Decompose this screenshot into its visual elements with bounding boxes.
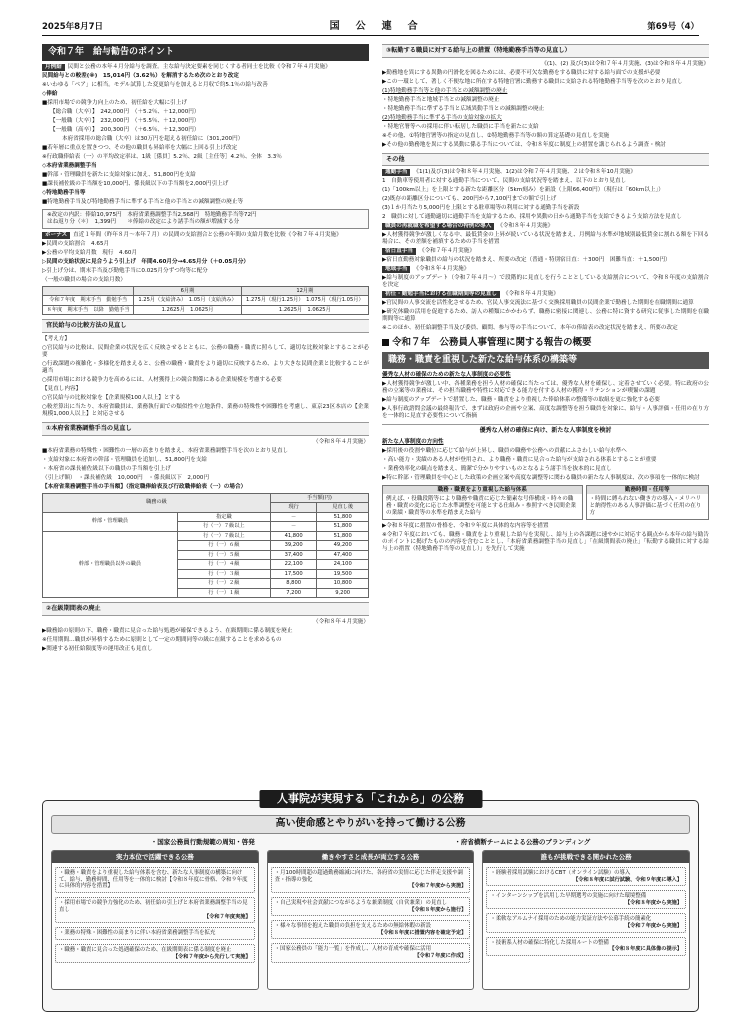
panel-column-workstyle: [267, 850, 475, 990]
hq-allowance-2: ■課長補佐級の手当額を10,000円、係長級以下の手当額を2,000円引上げ: [42, 181, 229, 188]
allowance-table: [42, 493, 369, 599]
transfer-e: ・特地勤務手当に準ずる手当と広域異動手当との減額調整の廃止: [382, 105, 545, 112]
transfer-a: ▶勤務地を異にする異動の円滑化を図るためには、必要不可欠な勤務をする職員に対する給与面での支援が必要: [382, 69, 661, 76]
list-item: [271, 867, 471, 893]
work-time-box-title: 勤務時間・任用等: [587, 486, 709, 495]
work-time-box-text: ・時間に縛られない働き方の導入・メリハリと納得性のある人事評価に基づく任用の在り方: [589, 496, 702, 517]
table-cell: 幹部・管理職員以外の職員: [43, 531, 178, 598]
panel-title: 人事院が実現する「これから」の公務: [259, 790, 482, 808]
starting-pay-3: 【一般職（高卒）】 200,300円 （＋6.5％、＋12,300円）: [50, 127, 200, 134]
direction-a: ▶採用後の役割や職位に応じて給与が上昇し、職員の職務や公務への貢献にふさわしい給与水準へ: [382, 447, 627, 454]
table-cell: 24,100: [317, 560, 369, 570]
item-text: ・様々な事情を抱えた職員の負担を支えるための無給休暇の新設: [274, 923, 432, 929]
monthly-pay-intro: [42, 64, 369, 71]
reemploy-intro: [382, 223, 709, 230]
list-item: [55, 944, 255, 963]
comparison-b: ○官民給与の比較は、民間企業の状況を広く反映させるとともに、公務の職務・職責に照らして、適切な比較対象とすることが必要: [42, 345, 369, 359]
item-text: ・技術系人材の確保に特化した採用ルートの整備: [490, 939, 609, 946]
commute-intro: [382, 169, 709, 176]
bonus-text: 直近１年間（昨年８月～本年７月）の民間の支給割合と公務の年間の支給月数を比較《令和７年４月実施》: [73, 231, 342, 238]
table-cell: 1.2625月 1.0625月: [134, 305, 241, 315]
bonus-intro: [42, 232, 369, 239]
list-item: [55, 867, 255, 893]
table-cell: 17,500: [270, 569, 316, 579]
panel-column-title: 実力本位で活躍できる公務: [52, 851, 258, 863]
allowance-table-header: 職務の級: [43, 493, 271, 512]
list-item: [486, 867, 686, 886]
commute-d: (3)１か月当たり5,000円を上限とする駐車場等の利用に対する通勤手当を新設: [382, 205, 580, 212]
item-when: 【令和８年度に措置内容を確定予定】: [378, 929, 467, 936]
item-text: ・採用市場での競争力強化のため、初任給の引上げと本府省業務調整手当の見直し: [59, 900, 248, 913]
list-item: [55, 897, 255, 923]
panel-column-title: 働きやすさと成長が両立する公務: [268, 851, 474, 863]
item-text: ・職務・職責をより重視した給与体系を含む、新たな人事制度の構築に向けて、給与、勤務時間、任用等を一体的に検討【令和８年度に骨格、令和９年度に具体的内容を措置】: [59, 869, 248, 890]
pay-system-box-text: 例えば、・役職段階等により職務や職責に応じた簡素な号俸構成・時々の職務・職責の変化に応じた水準調整を可能とする仕組み・参照すべき民間企業の業績・職責等の水準を踏まえた給与: [386, 496, 577, 517]
transfer-i: ▶その他の勤務地を異にする異動に係る手当については、令和８年度に制度上の措置を講じられるよう調査・検討: [382, 141, 666, 148]
bonus-table-header: 12月期: [241, 286, 368, 296]
report-heading-text: 令和７年 公務員人事管理に関する報告の概要: [392, 337, 592, 349]
table-cell: 37,400: [270, 550, 316, 560]
remote-allowance-heading: ◇特地勤務手当等: [42, 190, 86, 197]
table-cell: 令和７年度 期末手当 勤勉手当: [43, 296, 134, 306]
table-cell: 指定職: [177, 512, 270, 522]
table-cell: 1.275月（現行1.25月） 1.075月（現行1.05月）: [241, 296, 368, 306]
table-cell: 49,200: [317, 541, 369, 551]
table-cell: 行（一）６級: [177, 541, 270, 551]
reemploy-when: 《令和８年４月実施》: [497, 223, 554, 230]
panel-subtitle: 高い使命感とやりがいを持って働ける公務: [51, 815, 690, 834]
regional-when: 《令和８年４月実施》: [413, 266, 470, 273]
panel-subpoints: [51, 838, 690, 846]
header-paper-name: 国 公 連 合: [329, 20, 421, 32]
transfer-b: ▶この一環として、著しく不便な地に所在する特地官署に勤務する職員に支給される特地勤務手当等を次のとおり見直し: [382, 78, 683, 85]
item-when: 【令和８年度に具体像の提示】: [609, 946, 683, 953]
panel-subpoint-2: ・府省横断チームによる公務のブランディング: [454, 837, 591, 846]
starting-pay-note: 本府省採用の総合職（大卒）は30万円を超える初任給に（301,200円）: [62, 136, 244, 143]
table-cell: 47,400: [317, 550, 369, 560]
transfer-h: ※その他、①特地官署等の指定の見直し、②特地勤務手当等の額の算定基礎の見直しを実施: [382, 132, 610, 139]
bonus-table-caption: （一般の職員の場合の支給月数）: [42, 276, 126, 283]
grade-period-c: ▶関連する初任給限度等の運用改正も見直し: [42, 645, 153, 652]
tenure-c: ※このほか、初任給調整手当及び委員、顧問、参与等の手当について、本年の俸給表の改定状況を踏まえ、所要の改定: [382, 325, 678, 332]
transfer-f: (2)特地勤務手当に準ずる手当の支給対象の拡大: [382, 114, 502, 121]
transfer-c: (1)特地勤務手当等と他の手当との減額調整の廃止: [382, 87, 508, 94]
bonus-private: ▶民間の支給割合 4.65月: [42, 240, 110, 247]
item-when: 【令和８年度から実施】: [624, 899, 683, 906]
bonus-table-header: [43, 286, 134, 296]
need-b: ▶給与制度のアップデートで措置した、職務・職責をより重視した俸給体系の整備等の取組を更に強化する必要: [382, 397, 661, 404]
hq-review-c: ・本府省の課長補佐級以下の職員の手当額を引上げ: [42, 465, 171, 472]
bonus-tag: ボーナス: [42, 232, 70, 239]
salary-point: ■採用市場での競争力向上のため、初任給を大幅に引上げ: [42, 100, 187, 107]
allowance-table-header: 現行: [270, 503, 316, 513]
tenure-a: ▶官民間の人事交流を活性化させるため、官民人事交流法に基づく交換採用職員の民間企業で勤務した期間を在職期間に通算: [382, 300, 694, 307]
pay-system-box: [382, 485, 583, 521]
commute-tag: 通勤手当: [382, 169, 410, 176]
breakdown-box: [42, 209, 369, 229]
table-cell: 1.25月（支給済み） 1.05月（支給済み）: [134, 296, 241, 306]
hq-review-a: ■本府省業務の特殊性・困難性の一層の高まりを踏まえ、本府省業務調整手当を次のとおり見直し: [42, 447, 289, 454]
report-heading: [382, 337, 709, 349]
item-text: ・経験者採用試験におけるCBT（オンライン試験）の導入: [490, 869, 631, 876]
grade-period-when: （令和８年４月実施）: [313, 618, 369, 625]
table-row: [43, 305, 369, 315]
panel-column-merit: [51, 850, 259, 990]
table-cell: 行（一）７級以上: [177, 522, 270, 532]
square-bullet-icon: [382, 339, 389, 346]
grade-period-a: ▶職務給の原則の下、職務・職責に見合った給与処遇が確保できるよう、在級期間に係る制度を廃止: [42, 627, 293, 634]
commute-e: 2 職員に対して通勤適切に通勤手当を支給するため、採用や異動の日から通勤手当を支給できるよう支給方法を見直し: [382, 214, 682, 221]
starting-pay-2: 【一般職（大卒）】 232,000円 （＋5.5％、＋12,000円）: [50, 118, 200, 125]
comparison-a: 【考え方】: [42, 336, 70, 343]
header-issue: 第69号（4）: [647, 22, 699, 33]
list-item: [486, 890, 686, 909]
comparison-e: 【見直し内容】: [42, 386, 82, 393]
table-cell: 行（一）５級: [177, 550, 270, 560]
pay-system-box-title: 職務・職責をより重視した給与体系: [383, 486, 582, 495]
salary-point-2: ■若年層に重点を置きつつ、その他の職員も昇給率を大幅に上回る引上げ改定: [42, 145, 238, 152]
table-row: [43, 512, 369, 522]
commute-b: (1)「100km以上」を上限とする新たな距離区分（5km刻み）を新設（上限66,400円）（現行は「60km以上」）: [382, 187, 664, 194]
left-title: 令和７年 給与勧告のポイント: [42, 44, 369, 61]
table-cell: 7,200: [270, 588, 316, 598]
breakdown-line-1: ※改定の内訳：俸給10,975円 本府省業務調整手当2,568円 特地勤務手当等72円: [47, 212, 257, 218]
direction-d: ▶特に幹部・管理職員を中心とした政策の企画立案や高度な調整等に関わる職員の新たな人事制度は、次の事項を一体的に検討: [382, 474, 700, 481]
panel-column-open: [482, 850, 690, 990]
comparison-c: ○行政課題の複雑化・多様化を踏まえると、公務の職務・職責をより適切に反映するため、より大きな民間企業と比較することが適当: [42, 361, 369, 375]
table-cell: 10,800: [317, 579, 369, 589]
table-cell: 9,200: [317, 588, 369, 598]
item-when: 【令和８年度から施行】: [409, 906, 467, 913]
table-cell: 39,200: [270, 541, 316, 551]
left-column: [42, 44, 369, 792]
hq-review-when: （令和８年４月実施）: [313, 438, 369, 445]
other-heading: その他: [382, 153, 709, 167]
monthly-pay-tag: 月例給: [42, 64, 65, 71]
bonus-raise: ▷民間の支給状況に見合うよう引上げ 年間4.60月分→4.65月分（＋0.05月分）: [42, 258, 250, 265]
hq-review-heading: ①本府省業務調整手当の見直し: [42, 422, 369, 436]
list-item: [271, 943, 471, 962]
table-cell: 51,800: [317, 531, 369, 541]
tenure-when: 《令和８年４月実施》: [502, 291, 559, 298]
schedule-note: ※令和７年度においても、職務・職責をより重視した給与を実現し、給与上の各課題に速やかに対応する観点から本年の給与勧告のポイントに掲げたものの内容を含むこととし、「本府省業務調整手当の見直し」「在級期間表の廃止」「転勤する職員に対する給与上の措置（特地勤務手当等の見直し）」を先行して実施: [382, 532, 709, 553]
item-when: 【令和７年度から先行して実施】: [172, 953, 251, 960]
list-item: [486, 913, 686, 932]
grade-period-b: ※任用期間…職員が昇格するために原則として一定の期間同等の級に在級することを求めるもの: [42, 636, 282, 643]
item-when: 【令和８年度に試行試験、令和９年度に導入】: [573, 876, 683, 883]
reemploy-a: ▶人材獲得競争が激しくなる中、最低賃金の上昇が続いている状況を踏まえ、月例給与水準が地域別最低賃金に割れる額を下回る場合に、その差額を補填するための手当を措置: [382, 232, 709, 246]
item-when: 【令和７年度実施】: [203, 913, 251, 920]
tenure-b: ▶研究休職の活用を促進するため、訪人の種類にかかわらず、職務に密接に関連し、公務に特に資する研究に従事した期間を在職期間等に通算: [382, 309, 709, 323]
table-cell: 行（一）４級: [177, 560, 270, 570]
item-when: 【令和７年度に作成】: [414, 953, 467, 959]
gap-note: ※いわゆる「ベア」に相当。モデル試算した変更給与を加えると月収で約5.1％の給与改善: [42, 82, 268, 89]
item-text: ・業務の特殊・困難性の高まりに伴い本府省業務調整手当を拡充: [59, 930, 216, 936]
bonus-table-header: 6月期: [134, 286, 241, 296]
transfer-heading: ③転勤する職員に対する給与上の措置（特地勤務手当等の見直し）: [382, 44, 709, 58]
night-duty-a: ▶宿日直勤務対象職員の給与の状況を踏まえ、所要の改定（普通・特別宿日直：＋300円 困難当直：＋1,500円）: [382, 257, 671, 264]
list-item: [486, 937, 686, 956]
hq-allowance-1: ■幹部・管理職員を新たに支給対象に加え、51,800円を支給: [42, 172, 196, 179]
tenure-intro: [382, 291, 709, 298]
item-text: ・柔軟なアルムナイ採用のための能力実証方法や公募手続の簡素化: [490, 916, 652, 923]
allowance-table-header: 手当額(円): [270, 493, 368, 503]
table-cell: ８年度 期末手当 以降 勤勉手当: [43, 305, 134, 315]
direction-arrow-text: 優秀な人材の確保に向け、新たな人事制度を検討: [382, 424, 709, 435]
allowance-table-header: 見直し後: [317, 503, 369, 513]
grade-period-heading: ②在級期間表の廃止: [42, 602, 369, 616]
bonus-public: ▶公務の平均支給月数 現行 4.60月: [42, 249, 138, 256]
list-item: [55, 927, 255, 940]
comparison-f: ○官民給与の比較対象を【企業規模100人以上】とする: [42, 395, 181, 402]
night-duty-when: 《令和７年４月実施》: [418, 248, 475, 255]
table-cell: 41,800: [270, 531, 316, 541]
regional-a: ▶給与制度のアップデート（令和７年４月～）で段階的に見直しを行うこととしている支給割合について、令和８年度の支給割合を決定: [382, 275, 709, 289]
table-cell: －: [270, 512, 316, 522]
regional-tag: 地域手当: [382, 266, 410, 273]
future-public-service-panel: [42, 790, 699, 1012]
table-cell: 8,800: [270, 579, 316, 589]
hq-review-b: ・支給対象に本府省の幹部・管理職員を追加し、51,800円を支給: [42, 456, 208, 463]
table-cell: 22,100: [270, 560, 316, 570]
item-text: ・インターンシップを活用した早期選考の実施に向けた環境整備: [490, 893, 647, 899]
comparison-heading: 官民給与の比較方法の見直し: [42, 319, 369, 333]
item-when: 【令和７年度から実施】: [409, 883, 467, 890]
comparison-d: ○採用市場における競争力を高めるには、人材獲得上の競合関係にある企業規模を考慮する必要: [42, 377, 282, 384]
table-cell: 51,800: [317, 522, 369, 532]
night-duty-intro: [382, 248, 709, 255]
direction-c: ・業務効率化の観点を踏まえ、簡潔で分かりやすいものとなるよう諸手当を抜本的に見直し: [382, 465, 612, 472]
table-cell: 51,800: [317, 512, 369, 522]
need-a: ▶人材獲得競争が激しい中、各種業務を担う人材の確保に当たっては、優秀な人材を確保し、定着させていく必要。特に政府の公務の立案等の業務は、その担当職務や特性に対応できる能力を付する人材の獲得・リテンションが喫緊の課題: [382, 381, 709, 395]
commute-c: (2)既存の距離区分についても、200円から7,100円までの額で引上げ: [382, 196, 557, 203]
panel-frame: [42, 800, 699, 1012]
item-text: ・月100時間超の超過勤務縮減に向けた、各府省の実情に応じた伴走支援や調査・指導の強化: [274, 869, 463, 883]
table-cell: 1.2625月 1.0625月: [241, 305, 368, 315]
breakdown-line-2: はね返り分（＊） 1,399円 ＊俸給の改定により諸手当の額が増減する分: [47, 218, 240, 225]
regional-intro: [382, 266, 709, 273]
schedule-text: ▶令和８年度に措置の骨格を、令和９年度に具体的な内容等を措置: [382, 523, 549, 530]
right-column: [382, 44, 709, 792]
list-item: [271, 920, 471, 939]
comparison-g: ○較差算出に当たり、本府省職員は、業務執行面での類似性や立地条件、業務の特殊性や困難性を考慮し、東京23区本店の【企業規模1,000人以上】と対応させる: [42, 404, 369, 417]
tenure-tag: 初任・勤勉手当における在職期間等の見直し: [382, 291, 500, 298]
table-cell: 行（一）３級: [177, 569, 270, 579]
starting-pay-1: 【総合職（大卒）】 242,000円 （＋5.2％、＋12,000円）: [50, 109, 200, 116]
item-text: ・自己実現や社会貢献につながるような兼業制度（自営兼業）の見直し: [274, 899, 448, 906]
new-pay-system-band: 職務・職責を重視した新たな給与体系の構築等: [382, 352, 709, 369]
direction-b: ・高い能力・実績のある人材が登用され、より職務・職責に見合った給与が支給される体系とすることが重要: [382, 456, 657, 463]
item-text: ・国家公務員の「能力一覧」を作成し、人材の育成や確保に活用: [274, 946, 432, 953]
work-time-box: [586, 485, 710, 521]
need-c: ▶人事行政諮問会議の最終報告で、まずは政府の企画や立案、高度な調整等を担う職員を対象に、給与・人事評価・任用の在り方を一体的に見直す必要性について指摘: [382, 406, 709, 420]
bonus-split: ▷引上げ分は、期末手当及び勤勉手当に0.025月分ずつ均等に配分: [42, 267, 208, 274]
salary-heading: ◇俸給: [42, 91, 58, 98]
item-when: 【令和７年度から実施】: [624, 923, 683, 929]
panel-column-title: 誰もが挑戦できる開かれた公務: [483, 851, 689, 863]
table-row: [43, 531, 369, 541]
allowance-table-caption: 【本府省業務調整手当の手当額】（指定職俸給表及び行政職俸給表（一）の場合）: [42, 483, 247, 490]
list-item: [271, 897, 471, 916]
need-heading: 優秀な人材の確保のための新たな人事制度の必要性: [382, 372, 511, 379]
item-text: ・職務・職責に見合った処遇確保のため、在級期間表に係る制度を廃止: [59, 946, 232, 953]
table-cell: 幹部・管理職員: [43, 512, 178, 531]
commute-when: 《1(1)及び(3)は令和８年４月実施、1(2)は令和７年４月実施、２は令和８年10月実施》: [413, 169, 636, 176]
remote-allowance-1: ■特地勤務手当及び特地勤務手当に準ずる手当と他の手当との減額調整の廃止等: [42, 199, 244, 206]
transfer-g: ・特地官署等への採用に伴い転居した職員に手当を新たに支給: [382, 123, 539, 130]
salary-note: ※行政職俸給表（一）の平均改定率は、1級［係員］5.2％、2級［主任等］4.2％、全体 3.3％: [42, 154, 282, 161]
table-cell: 行（一）２級: [177, 579, 270, 589]
table-cell: 行（一）７級以上: [177, 531, 270, 541]
hq-allowance-heading: ◇本府省業務調整手当: [42, 163, 97, 170]
direction-heading: 新たな人事制度の方向性: [382, 438, 444, 445]
commute-a: 1 自動車等使用者に対する通勤手当について、民間の支給状況等を踏まえ、以下のとおり見直し: [382, 178, 627, 185]
table-cell: 19,500: [317, 569, 369, 579]
bonus-table: [42, 286, 369, 316]
transfer-when: 《(1)、(2) 及び(3)は令和７年４月実施、(3)は令和８年４月実施》: [541, 60, 709, 67]
gap-text: 民間給与との較差(※) 15,014円（3.62％）を解消するため次のとおり改定: [42, 73, 239, 80]
table-row: [43, 296, 369, 306]
table-cell: 行（一）１級: [177, 588, 270, 598]
page-header: [42, 22, 699, 36]
hq-review-d: （引上げ額） ・課長補佐級 10,000円 ・係長級以下 2,000円: [42, 474, 210, 481]
monthly-pay-text: 民間と公務の本年４月分給与を調査。主な給与決定要素を同じくする者同士を比較《令和７年４月実施》: [67, 64, 331, 71]
night-duty-tag: 宿日直手当: [382, 248, 416, 255]
header-date: 2025年8月7日: [42, 22, 103, 33]
panel-subpoint-1: ・国家公務員行動規範の周知・啓発: [150, 837, 255, 846]
reemploy-tag: 職員の再就職を希望する場合の特例の導入: [382, 223, 494, 230]
two-box-panel: [382, 485, 709, 521]
panel-columns: [51, 850, 690, 990]
transfer-d: ・特地勤務手当と地域手当との減額調整の廃止: [382, 96, 500, 103]
table-cell: －: [270, 522, 316, 532]
